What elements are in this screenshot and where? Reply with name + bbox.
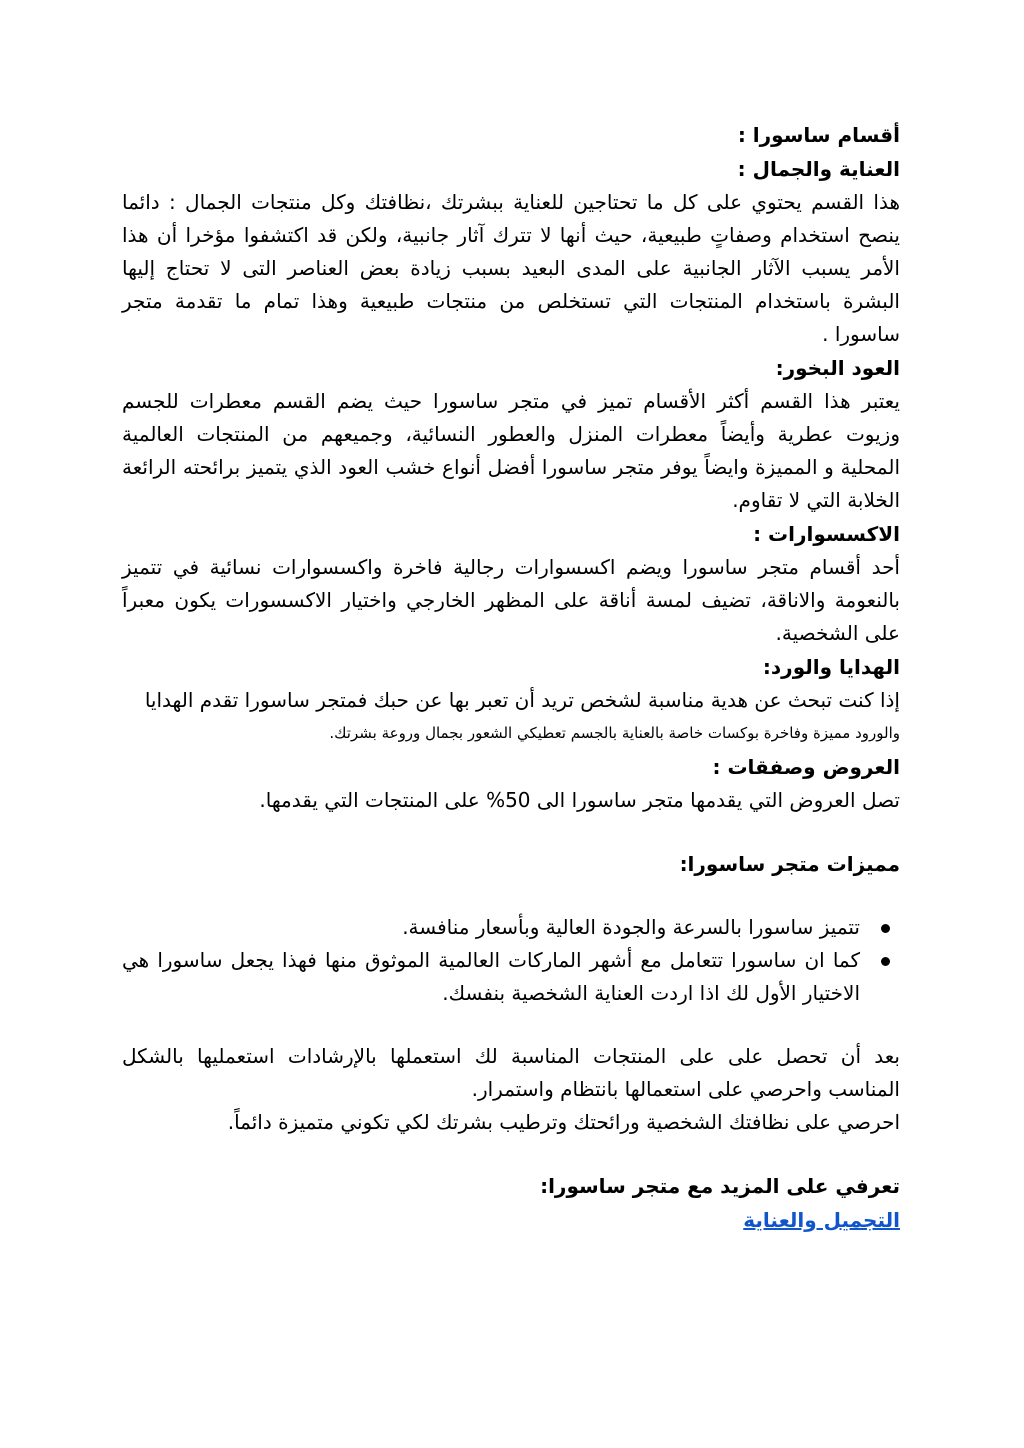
oud-body: يعتبر هذا القسم أكثر الأقسام تميز في متجر ساسورا حيث يضم القسم معطرات للجسم وزيوت عطرية وأيضاً معطرات المنزل والعطور النسائية، وجميعهم من المنتجات العالمية المحلية و المميزة وايضاً يوفر متجر ساسورا أفضل أنواع خشب العود الذي يتميز برائحته الرائعة الخلابة التي لا تقاوم. — [122, 389, 900, 512]
gifts-heading: الهدايا والورد: — [762, 655, 900, 679]
list-item — [122, 944, 860, 1010]
list-item — [122, 911, 860, 944]
spacer — [122, 1010, 900, 1040]
offers-body: تصل العروض التي يقدمها متجر ساسورا الى 50% على المنتجات التي يقدمها. — [259, 788, 900, 812]
bullet-icon — [881, 924, 890, 933]
feature-text: تتميز ساسورا بالسرعة والجودة العالية وبأسعار منافسة. — [402, 915, 860, 939]
features-heading: مميزات متجر ساسورا: — [679, 852, 900, 876]
beauty-care-link[interactable]: التجميل والعناية — [743, 1208, 900, 1232]
gifts-body-small: والورود مميزة وفاخرة بوكسات خاصة بالعناية بالجسم تعطيكي الشعور بجمال وروعة بشرتك. — [329, 724, 900, 742]
accessories-body: أحد أقسام متجر ساسورا ويضم اكسسوارات رجالية فاخرة واكسسوارات نسائية في تتميز بالنعومة والاناقة، تضيف لمسة أناقة على المظهر الخارجي واختيار الاكسسورات يكون معبراً على الشخصية. — [122, 555, 900, 645]
feature-text: كما ان ساسورا تتعامل مع أشهر الماركات العالمية الموثوق منها فهذا يجعل ساسورا هي الاختيار الأول لك اذا اردت العناية الشخصية بنفسك. — [122, 948, 860, 1005]
care-body: هذا القسم يحتوي على كل ما تحتاجين للعناية ببشرتك ،نظافتك وكل منتجات الجمال : دائما ينصح استخدام وصفاتٍ طبيعية، حيث أنها لا تترك آثار جانبية، ولكن قد اكتشفوا مؤخرا أن هذا الأمر يسبب الآثار الجانبية على المدى البعيد بسبب زيادة بعض العناصر التى لا تحتاج إليها البشرة باستخدام المنتجات التي تستخلص من منتجات طبيعية وهذا تمام ما تقدمة متجر ساسورا . — [122, 190, 900, 346]
care-heading: العناية والجمال : — [737, 157, 900, 181]
oud-heading: العود البخور: — [775, 356, 900, 380]
spacer — [122, 881, 900, 911]
bullet-icon — [881, 957, 890, 966]
page-title: أقسام ساسورا : — [737, 123, 900, 147]
gifts-body: إذا كنت تبحث عن هدية مناسبة لشخص تريد أن تعبر بها عن حبك فمتجر ساسورا تقدم الهدايا — [144, 688, 900, 712]
more-heading: تعرفي على المزيد مع متجر ساسورا: — [540, 1174, 900, 1198]
advice-line-1: بعد أن تحصل على على المنتجات المناسبة لك استعملها بالإرشادات استعمليها بالشكل المناسب واحرصي على استعمالها بانتظام واستمرار. — [122, 1044, 900, 1101]
advice-line-2: احرصي على نظافتك الشخصية ورائحتك وترطيب بشرتك لكي تكوني متميزة دائماً. — [227, 1110, 900, 1134]
offers-heading: العروض وصفقات : — [712, 755, 900, 779]
features-list — [122, 911, 900, 1010]
accessories-heading: الاكسسوارات : — [753, 522, 900, 546]
document-page — [122, 118, 900, 1237]
spacer — [122, 1139, 900, 1169]
spacer — [122, 817, 900, 847]
